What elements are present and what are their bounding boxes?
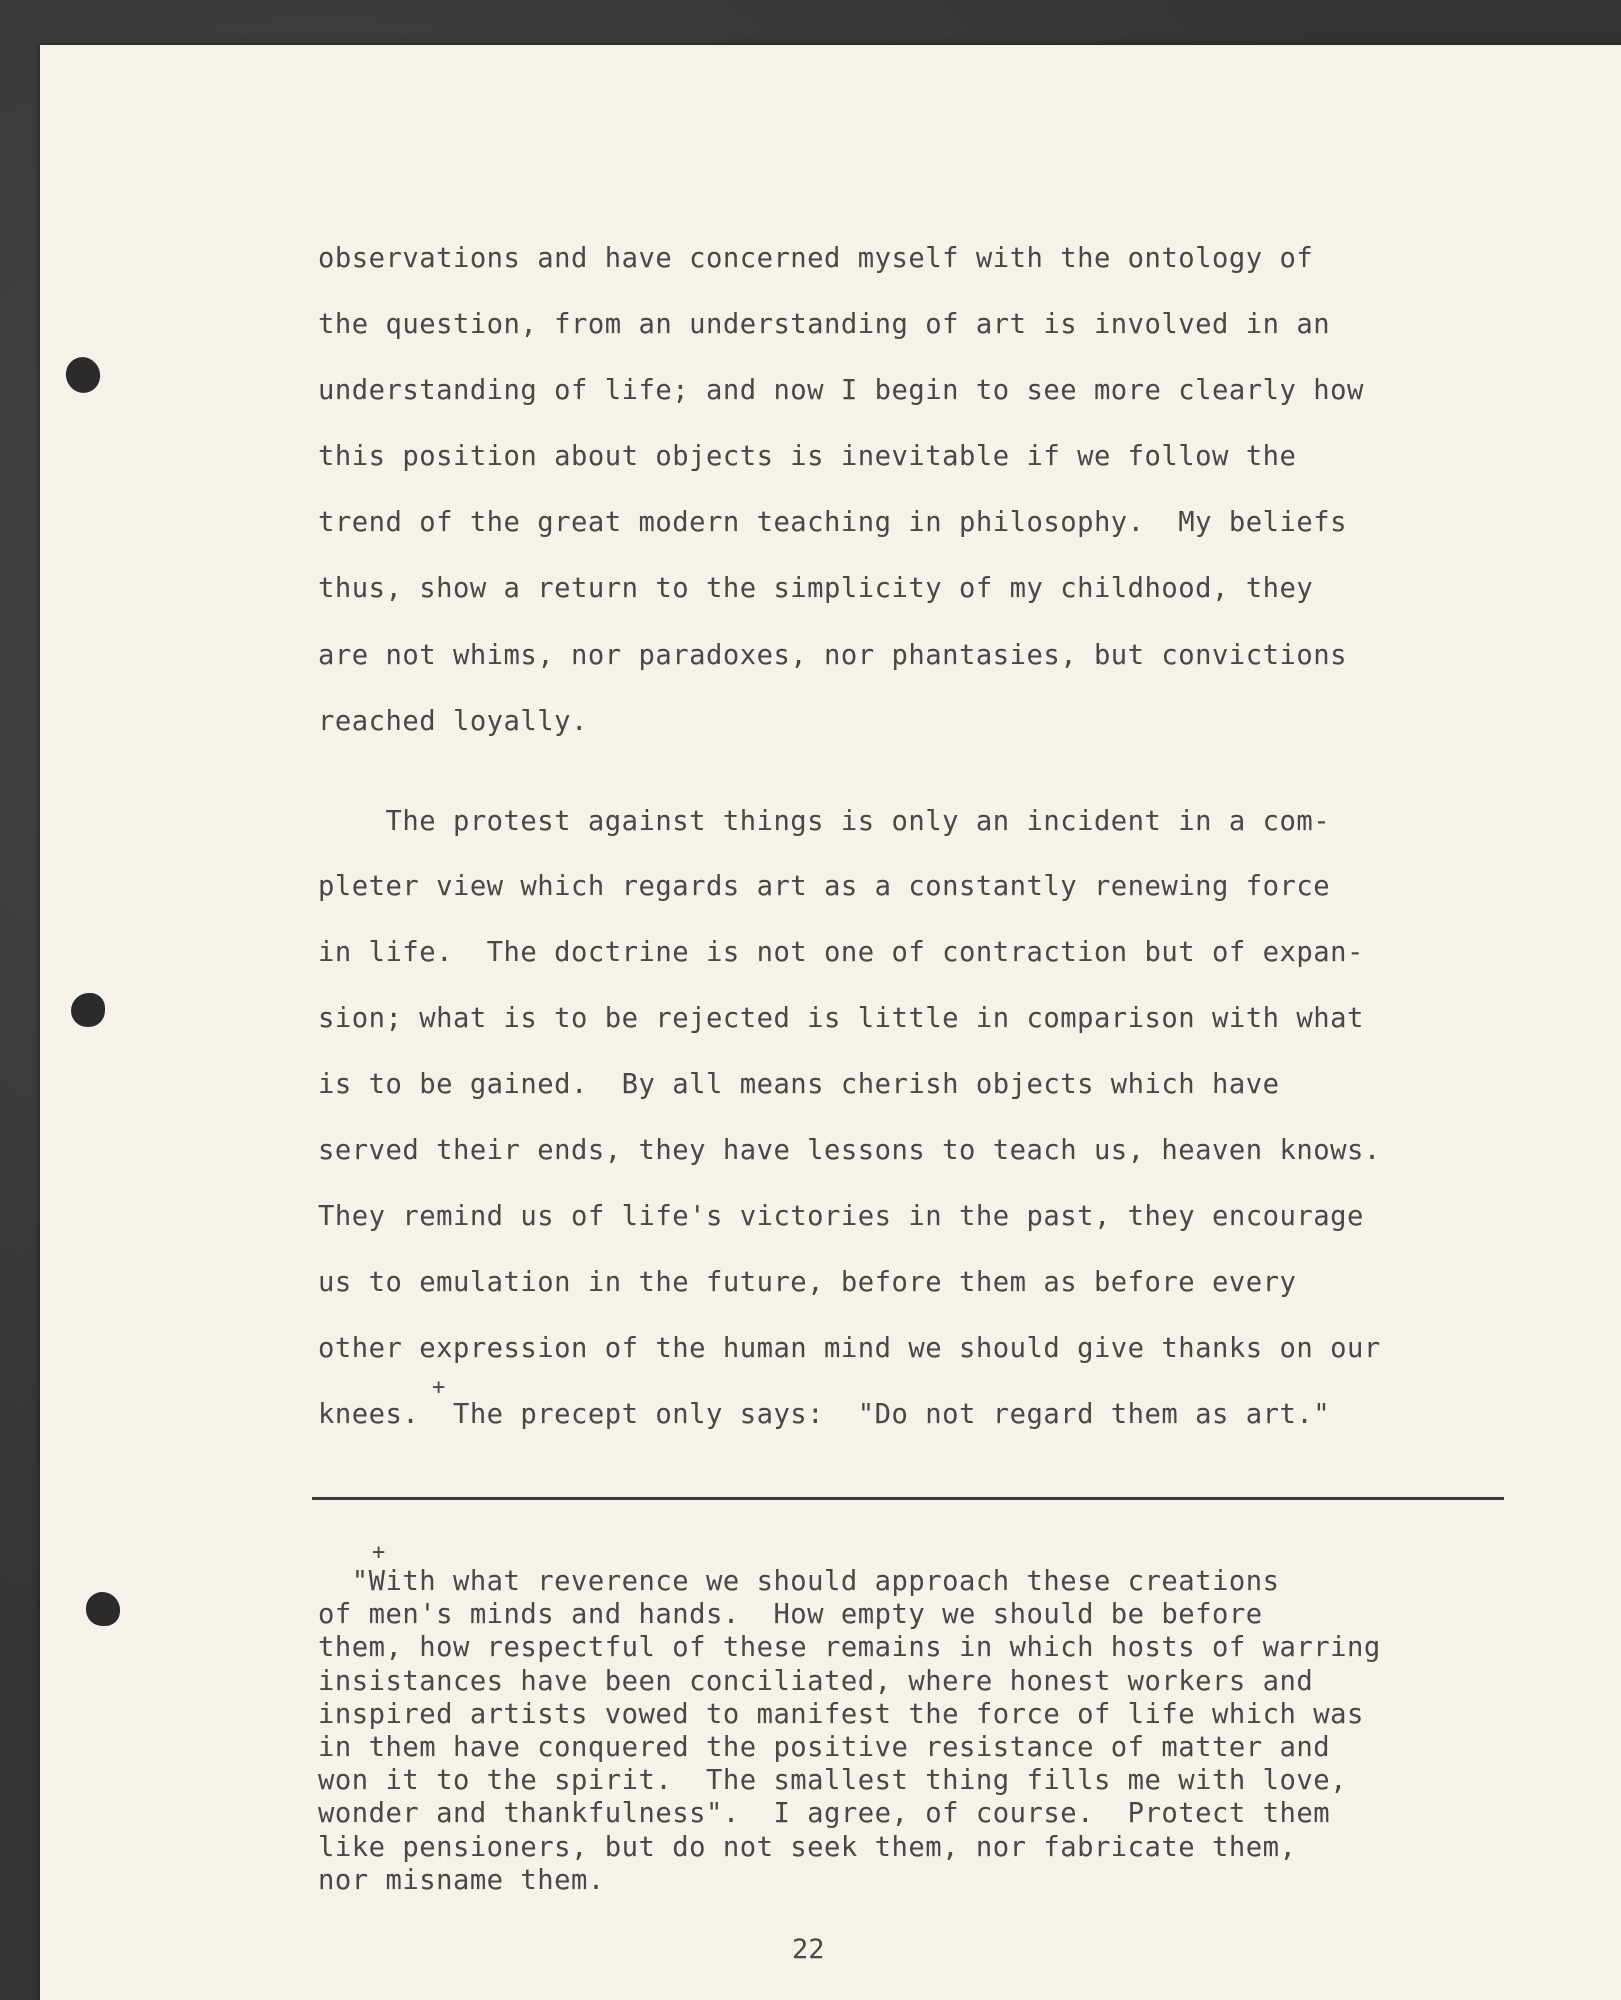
punch-hole-middle — [71, 993, 105, 1027]
body-line: sion; what is to be rejected is little in comparison with what — [318, 1003, 1364, 1034]
footnote-reference-mark: + — [432, 1375, 446, 1400]
footnote-line: in them have conquered the positive resistance of matter and — [318, 1732, 1331, 1763]
punch-hole-bottom — [86, 1592, 120, 1626]
body-line: The protest against things is only an incident in a com- — [318, 806, 1331, 837]
body-line: served their ends, they have lessons to teach us, heaven knows. — [318, 1135, 1381, 1166]
body-line: are not whims, nor paradoxes, nor phantasies, but convictions — [318, 640, 1347, 671]
footnote-line: nor misname them. — [318, 1865, 605, 1896]
body-line: pleter view which regards art as a constantly renewing force — [318, 871, 1331, 902]
body-line: this position about objects is inevitable if we follow the — [318, 441, 1297, 472]
body-line: knees. The precept only says: "Do not regard them as art." — [318, 1399, 1331, 1430]
footnote-separator-rule — [312, 1497, 1504, 1500]
body-line: us to emulation in the future, before them as before every — [318, 1267, 1297, 1298]
body-line: observations and have concerned myself with the ontology of — [318, 243, 1314, 274]
body-line: other expression of the human mind we should give thanks on our — [318, 1333, 1381, 1364]
footnote-line: wonder and thankfulness". I agree, of course. Protect them — [318, 1798, 1331, 1829]
footnote-line: "With what reverence we should approach these creations — [318, 1566, 1280, 1597]
footnote-line: insistances have been conciliated, where honest workers and — [318, 1666, 1314, 1697]
body-line: They remind us of life's victories in the past, they encourage — [318, 1201, 1364, 1232]
footnote-line: of men's minds and hands. How empty we should be before — [318, 1599, 1263, 1630]
footnote-mark: + — [372, 1540, 386, 1565]
body-line: understanding of life; and now I begin to see more clearly how — [318, 375, 1364, 406]
footnote-line: like pensioners, but do not seek them, nor fabricate them, — [318, 1832, 1297, 1863]
body-line: is to be gained. By all means cherish objects which have — [318, 1069, 1280, 1100]
body-line: in life. The doctrine is not one of contraction but of expan- — [318, 937, 1364, 968]
page-number: 22 — [792, 1934, 825, 1965]
footnote-line: inspired artists vowed to manifest the force of life which was — [318, 1699, 1364, 1730]
footnote-line: them, how respectful of these remains in which hosts of warring — [318, 1632, 1381, 1663]
body-line: trend of the great modern teaching in philosophy. My beliefs — [318, 507, 1347, 538]
body-line: the question, from an understanding of art is involved in an — [318, 309, 1331, 340]
body-line: thus, show a return to the simplicity of my childhood, they — [318, 573, 1314, 604]
footnote-line: won it to the spirit. The smallest thing fills me with love, — [318, 1765, 1347, 1796]
body-line: reached loyally. — [318, 706, 588, 737]
